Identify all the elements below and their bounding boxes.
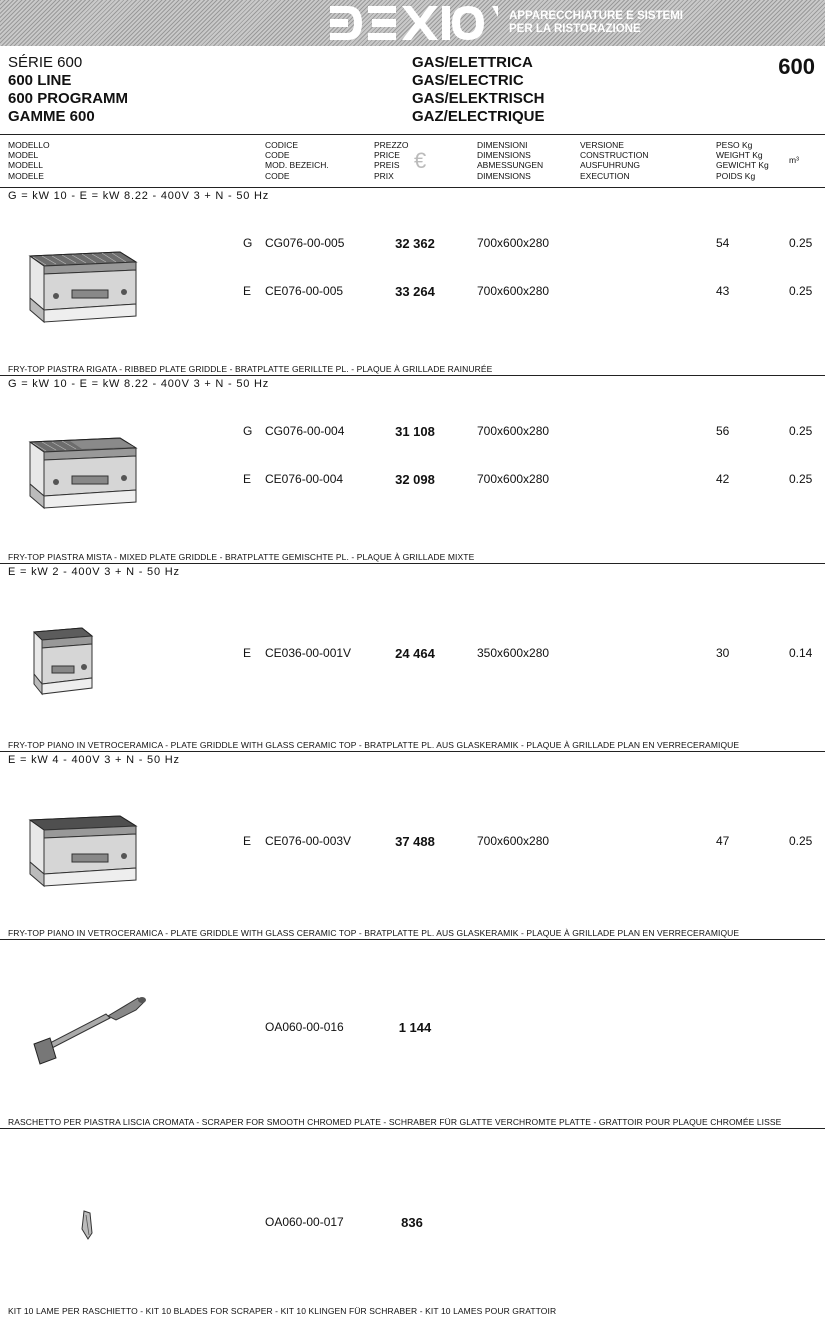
col-price-it: PREZZO bbox=[374, 140, 409, 150]
col-weight-de: GEWICHT Kg bbox=[716, 160, 769, 171]
row-weight: 30 bbox=[716, 646, 730, 660]
row-price: 836 bbox=[401, 1215, 423, 1230]
row-code: CE036-00-001V bbox=[265, 646, 352, 660]
row-volume: 0.25 bbox=[789, 472, 813, 486]
table-row bbox=[0, 1020, 825, 1036]
row-weight: 56 bbox=[716, 424, 730, 438]
col-code-fr: CODE bbox=[265, 170, 290, 181]
row-dimensions: 700x600x280 bbox=[477, 472, 550, 486]
tagline bbox=[509, 10, 683, 36]
series-line-3: 600 PROGRAMM bbox=[8, 90, 129, 107]
col-volume: m³ bbox=[789, 155, 799, 165]
series-line-2: 600 LINE bbox=[8, 72, 72, 89]
product-section bbox=[0, 187, 825, 376]
tagline-line-1: APPARECCHIATURE E SISTEMI bbox=[509, 10, 684, 22]
row-type: E bbox=[243, 284, 252, 298]
col-weight-it: PESO Kg bbox=[716, 140, 753, 150]
col-model-fr: MODELE bbox=[8, 170, 44, 181]
col-model bbox=[8, 140, 50, 181]
power-line-1: GAS/ELETTRICA bbox=[412, 54, 533, 71]
col-model-de: MODELL bbox=[8, 160, 43, 171]
row-weight: 42 bbox=[716, 472, 730, 486]
row-volume: 0.14 bbox=[789, 646, 813, 660]
col-version-it: VERSIONE bbox=[580, 140, 624, 150]
product-description: RASCHETTO PER PIASTRA LISCIA CROMATA - SCRAPER FOR SMOOTH CHROMED PLATE - SCHRABER FÜR GLATTE VERCHROMTE PLATTE - GRATTOIR POUR PLAQUE CHROMÉE LISSE bbox=[8, 1117, 782, 1127]
row-type: E bbox=[243, 472, 252, 486]
row-weight: 54 bbox=[716, 236, 730, 250]
product-section bbox=[0, 1128, 825, 1318]
col-dim-fr: DIMENSIONS bbox=[477, 170, 531, 181]
power-spec: G = kW 10 - E = kW 8.22 - 400V 3 + N - 50 Hz bbox=[8, 190, 270, 202]
row-code: CE076-00-003V bbox=[265, 834, 352, 848]
row-volume: 0.25 bbox=[789, 424, 813, 438]
series-line-4: GAMME 600 bbox=[8, 108, 95, 125]
table-row bbox=[0, 834, 825, 850]
product-sections bbox=[0, 187, 825, 1317]
page-header bbox=[0, 46, 825, 135]
row-dimensions: 700x600x280 bbox=[477, 834, 550, 848]
col-dim-en: DIMENSIONS bbox=[477, 150, 531, 161]
product-section bbox=[0, 375, 825, 564]
row-type: G bbox=[243, 236, 253, 250]
row-price: 32 098 bbox=[395, 472, 435, 487]
row-dimensions: 350x600x280 bbox=[477, 646, 550, 660]
row-code: OA060-00-017 bbox=[265, 1215, 344, 1229]
product-section bbox=[0, 563, 825, 752]
col-dimensions bbox=[477, 140, 543, 181]
row-volume: 0.25 bbox=[789, 284, 813, 298]
table-row bbox=[0, 284, 825, 300]
col-version-en: CONSTRUCTION bbox=[580, 150, 649, 161]
row-weight: 47 bbox=[716, 834, 730, 848]
table-row bbox=[0, 646, 825, 662]
col-weight bbox=[716, 140, 769, 181]
product-section bbox=[0, 939, 825, 1129]
power-spec: E = kW 4 - 400V 3 + N - 50 Hz bbox=[8, 754, 180, 766]
col-price-en: PRICE bbox=[374, 150, 400, 161]
power-spec: G = kW 10 - E = kW 8.22 - 400V 3 + N - 50 Hz bbox=[8, 378, 270, 390]
row-type: E bbox=[243, 646, 252, 660]
row-code: CE076-00-004 bbox=[265, 472, 344, 486]
product-description: FRY-TOP PIANO IN VETROCERAMICA - PLATE GRIDDLE WITH GLASS CERAMIC TOP - BRATPLATTE PL. AUS GLASKERAMIK - PLAQUE À GRILLADE PLAN EN VERRECERAMIQUE bbox=[8, 928, 740, 938]
product-description: FRY-TOP PIASTRA MISTA - MIXED PLATE GRIDDLE - BRATPLATTE GEMISCHTE PL. - PLAQUE À GRILLADE MIXTE bbox=[8, 552, 475, 562]
row-price: 24 464 bbox=[395, 646, 435, 661]
table-row bbox=[0, 236, 825, 252]
col-price bbox=[374, 140, 408, 181]
power-line-4: GAZ/ELECTRIQUE bbox=[412, 108, 545, 125]
col-code-en: CODE bbox=[265, 150, 290, 161]
row-code: CE076-00-005 bbox=[265, 284, 344, 298]
row-type: E bbox=[243, 834, 252, 848]
product-section bbox=[0, 751, 825, 940]
col-code-it: CODICE bbox=[265, 140, 299, 150]
col-version-fr: EXECUTION bbox=[580, 170, 630, 181]
col-version bbox=[580, 140, 648, 181]
col-price-fr: PRIX bbox=[374, 170, 394, 181]
row-dimensions: 700x600x280 bbox=[477, 284, 550, 298]
tagline-line-2: PER LA RISTORAZIONE bbox=[509, 23, 641, 35]
power-line-3: GAS/ELEKTRISCH bbox=[412, 90, 545, 107]
row-weight: 43 bbox=[716, 284, 730, 298]
power-spec: E = kW 2 - 400V 3 + N - 50 Hz bbox=[8, 566, 180, 578]
series-line-1: SÉRIE 600 bbox=[8, 54, 83, 71]
col-version-de: AUSFUHRUNG bbox=[580, 160, 640, 171]
col-model-en: MODEL bbox=[8, 150, 39, 161]
row-dimensions: 700x600x280 bbox=[477, 236, 550, 250]
col-code bbox=[265, 140, 329, 181]
product-description: FRY-TOP PIANO IN VETROCERAMICA - PLATE GRIDDLE WITH GLASS CERAMIC TOP - BRATPLATTE PL. AUS GLASKERAMIK - PLAQUE À GRILLADE PLAN EN VERRECERAMIQUE bbox=[8, 740, 740, 750]
row-code: CG076-00-004 bbox=[265, 424, 345, 438]
product-description: FRY-TOP PIASTRA RIGATA - RIBBED PLATE GRIDDLE - BRATPLATTE GERILLTE PL. - PLAQUE À GRILLADE RAINURÉE bbox=[8, 364, 493, 374]
row-price: 37 488 bbox=[395, 834, 435, 849]
col-price-de: PREIS bbox=[374, 160, 400, 171]
row-price: 31 108 bbox=[395, 424, 435, 439]
dexion-logo bbox=[328, 3, 498, 43]
table-row bbox=[0, 424, 825, 440]
page-number: 600 bbox=[778, 54, 815, 79]
row-volume: 0.25 bbox=[789, 834, 813, 848]
row-price: 33 264 bbox=[395, 284, 435, 299]
euro-icon: € bbox=[414, 148, 427, 173]
col-weight-en: WEIGHT Kg bbox=[716, 150, 763, 161]
col-model-it: MODELLO bbox=[8, 140, 50, 150]
col-code-de: MOD. BEZEICH. bbox=[265, 160, 329, 171]
col-weight-fr: POIDS Kg bbox=[716, 170, 756, 181]
row-code: CG076-00-005 bbox=[265, 236, 345, 250]
power-line-2: GAS/ELECTRIC bbox=[412, 72, 524, 89]
table-row bbox=[0, 1215, 825, 1231]
table-row bbox=[0, 472, 825, 488]
row-code: OA060-00-016 bbox=[265, 1020, 344, 1034]
row-volume: 0.25 bbox=[789, 236, 813, 250]
row-price: 1 144 bbox=[398, 1020, 432, 1035]
product-description: KIT 10 LAME PER RASCHIETTO - KIT 10 BLADES FOR SCRAPER - KIT 10 KLINGEN FÜR SCHRABER - KIT 10 LAMES POUR GRATTOIR bbox=[8, 1306, 557, 1316]
row-type: G bbox=[243, 424, 253, 438]
row-price: 32 362 bbox=[395, 236, 435, 251]
row-dimensions: 700x600x280 bbox=[477, 424, 550, 438]
col-dim-de: ABMESSUNGEN bbox=[477, 160, 544, 171]
col-dim-it: DIMENSIONI bbox=[477, 140, 528, 150]
power-type bbox=[412, 54, 545, 126]
series-title bbox=[8, 54, 128, 126]
brand-banner bbox=[0, 0, 825, 46]
